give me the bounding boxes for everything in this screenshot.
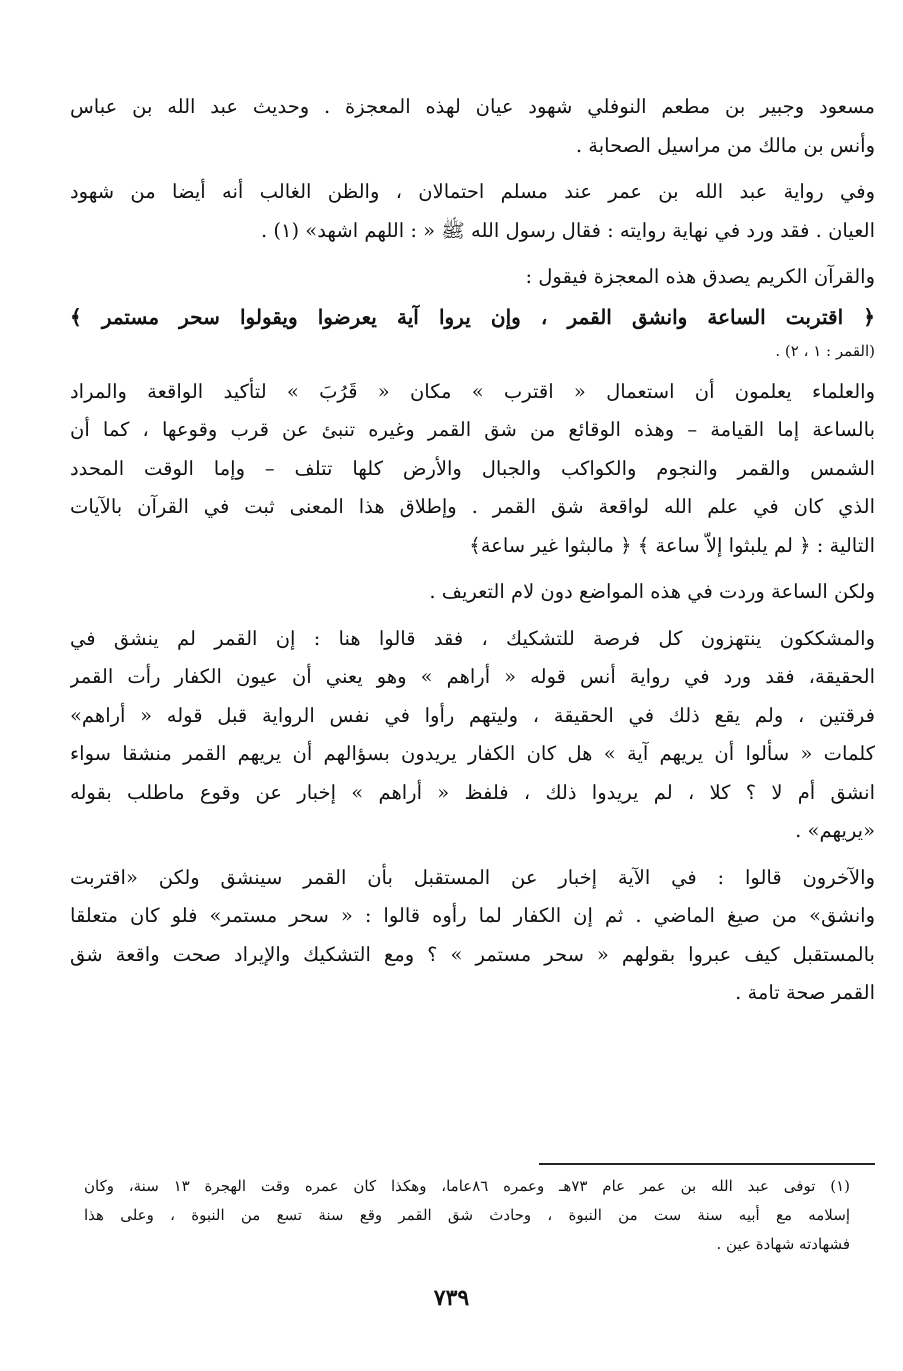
text-line: «يريهم» . [795, 819, 875, 842]
text-line: بالساعة إما القيامة – وهذه الوقائع من شق القمر وغيره تنبئ عن قرب وقوعها ، كما أن [70, 418, 875, 441]
text-line: انشق أم لا ؟ كلا ، لم يريدوا ذلك ، فلفظ « أراهم » إخبار عن وقوع ماطلب بقوله [70, 780, 875, 804]
footnote-line: (١) توفى عبد الله بن عمر عام ٧٣هـ وعمره ٨٦عاما، وهكذا كان عمره وقت الهجرة ١٣ سنة، وكان [84, 1177, 850, 1195]
page-number: ٧٣٩ [433, 1285, 470, 1311]
text-line: والمشككون ينتهزون كل فرصة للتشكيك ، فقد قالوا هنا : إن القمر لم ينشق في [70, 626, 875, 650]
quran-verse: ﴿ اقتربت الساعة وانشق القمر ، وإن يروا آية يعرضوا ويقولوا سحر مستمر ﴾ [70, 304, 875, 329]
text-line: القمر صحة تامة . [735, 981, 875, 1004]
main-text [70, 88, 875, 1013]
text-line: الشمس والقمر والنجوم والكواكب والجبال والأرض كلها تتلف – وإما الوقت المحدد [70, 456, 875, 480]
text-line: والقرآن الكريم يصدق هذه المعجزة فيقول : [525, 265, 875, 288]
text-line: وفي رواية عبد الله بن عمر عند مسلم احتمالان ، والظن الغالب أنه أيضا من شهود [70, 180, 875, 203]
text-line: وأنس بن مالك من مراسيل الصحابة . [575, 133, 875, 157]
verse-reference: (القمر : ١ ، ٢) . [775, 341, 875, 360]
paragraph-gap [70, 165, 875, 173]
text-line: وانشق» من صيغ الماضي . ثم إن الكفار لما رأوه قالوا : « سحر مستمر» فلو كان متعلقا [70, 904, 875, 927]
text-line: كلمات « سألوا أن يريهم آية » هل كان الكفار يريدون بسؤالهم أن يريهم القمر منشقا سواء [70, 742, 875, 765]
text-line: الحقيقة، فقد ورد في رواية أنس قوله « أراهم » وهو يعني أن عيون الكفار رأت القمر [70, 665, 875, 688]
text-line: والآخرون قالوا : في الآية إخبار عن المستقبل بأن القمر سينشق ولكن «اقتربت [70, 865, 875, 889]
paragraph-gap [70, 250, 875, 258]
text-line: بالمستقبل كيف عبروا بقولهم « سحر مستمر » ؟ ومع التشكيك والإيراد صحت واقعة شق [70, 942, 875, 966]
footnote-line: فشهادته شهادة عين . [716, 1235, 850, 1253]
footnote-line: إسلامه مع أبيه سنة ست من النبوة ، وحادث شق القمر وقع سنة تسع من النبوة ، وعلى هذا [84, 1206, 850, 1224]
text-line: مسعود وجبير بن مطعم النوفلي شهود عيان لهذه المعجزة . وحديث عبد الله بن عباس [70, 95, 875, 118]
text-line: فرقتين ، ولم يقع ذلك في الحقيقة ، وليتهم رأوا في نفس الرواية قبل قوله « أراهم» [70, 703, 875, 727]
text-line: والعلماء يعلمون أن استعمال « اقترب » مكان « قَرُبَ » لتأكيد الواقعة والمراد [70, 379, 875, 403]
paragraph-gap [70, 612, 875, 620]
footnotes [84, 1172, 850, 1259]
text-line: الذي كان في علم الله لواقعة شق القمر . وإطلاق هذا المعنى ثبت في القرآن بالآيات [70, 495, 875, 518]
text-line: التالية : ﴿ لم يلبثوا إلاّ ساعة ﴾ ﴿ مالبثوا غير ساعة﴾ [469, 533, 875, 557]
paragraph-gap [70, 851, 875, 859]
paragraph-gap [70, 565, 875, 573]
text-line: ولكن الساعة وردت في هذه المواضع دون لام التعريف . [429, 580, 875, 603]
paragraph-gap [70, 365, 875, 373]
footnote-divider [539, 1163, 875, 1165]
text-line: العيان . فقد ورد في نهاية روايته : فقال رسول الله ﷺ « : اللهم اشهد» (١) . [260, 218, 875, 242]
